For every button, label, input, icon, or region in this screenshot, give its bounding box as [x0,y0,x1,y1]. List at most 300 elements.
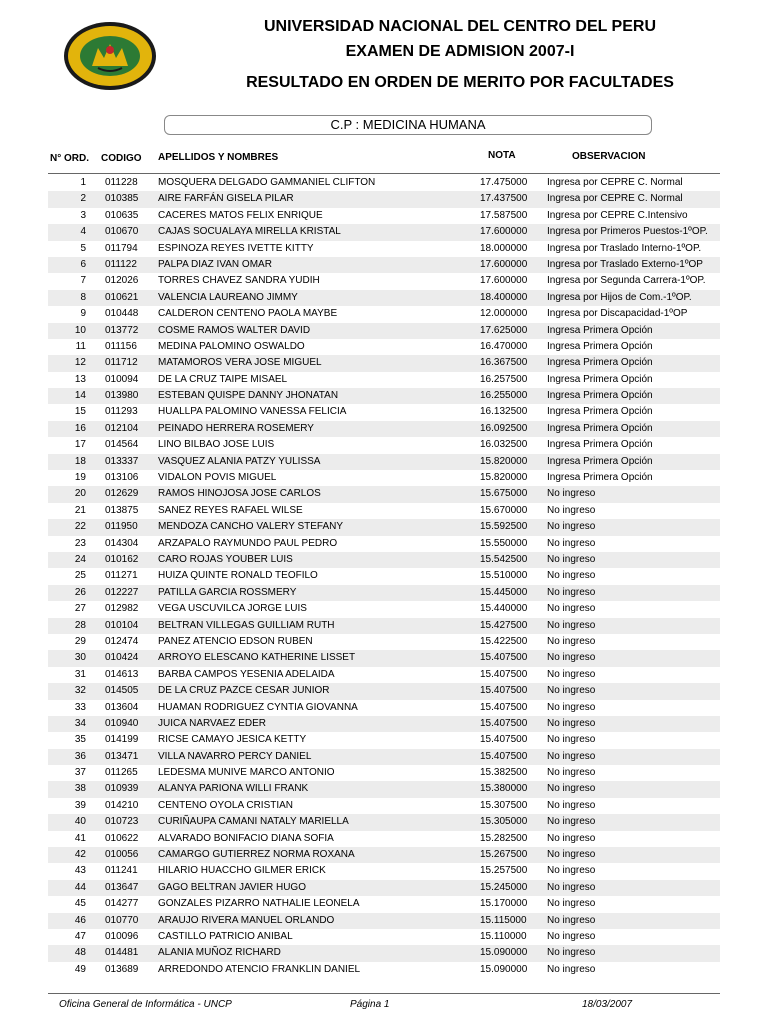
row-nombre: CASTILLO PATRICIO ANIBAL [158,930,293,942]
row-codigo: 010056 [105,849,139,861]
table-row [48,847,720,863]
row-nota: 17.600000 [480,275,528,287]
row-nombre: CALDERON CENTENO PAOLA MAYBE [158,308,338,320]
row-observacion: No ingreso [547,832,596,844]
table-row [48,290,720,306]
row-nombre: HUAMAN RODRIGUEZ CYNTIA GIOVANNA [158,701,358,713]
row-codigo: 014481 [105,947,139,959]
row-codigo: 010939 [105,783,139,795]
row-nota: 15.407500 [480,734,528,746]
row-ord: 11 [75,340,86,352]
row-ord: 44 [74,881,86,893]
row-observacion: No ingreso [547,734,596,746]
row-nombre: CENTENO OYOLA CRISTIAN [158,799,294,811]
row-observacion: No ingreso [547,652,596,664]
row-nota: 15.670000 [480,504,528,516]
table-row [48,454,720,470]
table-row [48,503,720,519]
row-observacion: Ingresa Primera Opción [547,439,653,451]
row-codigo: 012026 [105,275,139,287]
row-nota: 15.305000 [480,816,528,828]
row-nombre: MATAMOROS VERA JOSE MIGUEL [158,357,322,369]
row-ord: 8 [80,291,86,303]
row-observacion: No ingreso [547,717,596,729]
row-nota: 17.600000 [480,258,528,270]
row-observacion: No ingreso [547,881,596,893]
row-nombre: SANEZ REYES RAFAEL WILSE [158,504,303,516]
table-row [48,273,720,289]
row-nota: 15.440000 [480,603,528,615]
row-codigo: 010940 [105,717,139,729]
row-nota: 15.267500 [480,849,528,861]
row-nota: 15.282500 [480,832,528,844]
row-observacion: Ingresa Primera Opción [547,455,653,467]
table-row [48,552,720,568]
table-row [48,765,720,781]
row-codigo: 010670 [105,226,139,238]
program-label: C.P : MEDICINA HUMANA [164,115,652,135]
row-codigo: 010096 [105,930,139,942]
table-row [48,257,720,273]
row-nota: 15.675000 [480,488,528,500]
table-row [48,470,720,486]
row-ord: 13 [74,373,86,385]
row-codigo: 011228 [105,177,138,188]
row-nombre: PALPA DIAZ IVAN OMAR [158,258,272,270]
row-observacion: Ingresa por Discapacidad-1ºOP [547,308,688,320]
table-row [48,601,720,617]
row-nota: 16.255000 [480,390,528,402]
row-nota: 15.380000 [480,783,528,795]
row-ord: 7 [80,275,86,287]
table-row [48,863,720,879]
row-nombre: CACERES MATOS FELIX ENRIQUE [158,209,323,221]
row-nombre: JUICA NARVAEZ EDER [158,717,266,729]
row-observacion: Ingresa Primera Opción [547,390,653,402]
col-header-observacion: OBSERVACION [572,151,646,162]
row-nota: 15.542500 [480,553,528,565]
row-observacion: No ingreso [547,963,596,975]
row-ord: 1 [80,177,86,188]
row-ord: 18 [74,455,86,467]
row-codigo: 011712 [105,357,138,369]
row-nota: 12.000000 [480,308,528,320]
row-observacion: Ingresa Primera Opción [547,324,653,336]
row-nota: 15.257500 [480,865,528,877]
row-nombre: BELTRAN VILLEGAS GUILLIAM RUTH [158,619,335,631]
row-nombre: LINO BILBAO JOSE LUIS [158,439,275,451]
row-nota: 17.625000 [480,324,528,336]
row-codigo: 012104 [105,422,139,434]
row-ord: 29 [74,635,86,647]
row-nombre: COSME RAMOS WALTER DAVID [158,324,311,336]
row-observacion: No ingreso [547,521,596,533]
row-codigo: 012474 [105,635,139,647]
col-header-nota: NOTA [488,150,516,161]
table-row [48,667,720,683]
table-row [48,519,720,535]
row-codigo: 012982 [105,603,139,615]
row-ord: 45 [74,898,86,910]
row-nombre: VILLA NAVARRO PERCY DANIEL [158,750,312,762]
table-row [48,700,720,716]
table-row [48,814,720,830]
row-codigo: 011271 [105,570,138,582]
row-nota: 15.407500 [480,685,528,697]
row-ord: 37 [74,767,86,779]
row-observacion: Ingresa Primera Opción [547,357,653,369]
row-observacion: No ingreso [547,586,596,598]
row-codigo: 011265 [105,767,138,779]
row-observacion: No ingreso [547,799,596,811]
header-divider [48,173,720,174]
row-codigo: 013875 [105,504,139,516]
row-ord: 26 [74,586,86,598]
table-row [48,896,720,912]
row-codigo: 013106 [105,472,139,484]
table-row [48,585,720,601]
row-observacion: No ingreso [547,767,596,779]
footer-date: 18/03/2007 [582,999,633,1010]
col-header-codigo: CODIGO [101,153,142,164]
row-ord: 24 [74,553,86,565]
row-ord: 4 [80,226,86,238]
row-codigo: 010448 [105,308,139,320]
row-observacion: No ingreso [547,898,596,910]
row-ord: 21 [74,504,86,516]
row-codigo: 011293 [105,406,138,418]
row-nombre: RICSE CAMAYO JESICA KETTY [158,734,307,746]
row-ord: 16 [74,422,86,434]
table-row [48,224,720,240]
row-nota: 15.090000 [480,963,528,975]
row-nombre: VIDALON POVIS MIGUEL [158,472,277,484]
row-ord: 19 [74,472,86,484]
row-nota: 15.510000 [480,570,528,582]
row-nombre: MEDINA PALOMINO OSWALDO [158,340,305,352]
row-ord: 23 [74,537,86,549]
footer-divider [48,993,720,994]
row-ord: 17 [74,439,86,451]
table-row [48,175,720,191]
table-row [48,191,720,207]
table-row [48,208,720,224]
table-row [48,880,720,896]
row-ord: 48 [74,947,86,959]
table-row [48,536,720,552]
row-nombre: LEDESMA MUNIVE MARCO ANTONIO [158,767,335,779]
row-ord: 32 [74,685,86,697]
footer-office: Oficina General de Informática - UNCP [59,999,232,1010]
row-nombre: VALENCIA LAUREANO JIMMY [158,291,298,303]
row-codigo: 014564 [105,439,139,451]
row-codigo: 011241 [105,865,138,877]
row-ord: 31 [74,668,86,680]
row-observacion: No ingreso [547,914,596,926]
row-codigo: 010622 [105,832,139,844]
row-codigo: 014277 [105,898,139,910]
row-ord: 10 [74,324,86,336]
row-codigo: 013772 [105,324,139,336]
row-nombre: MENDOZA CANCHO VALERY STEFANY [158,521,344,533]
table-row [48,732,720,748]
row-nota: 16.470000 [480,340,528,352]
row-ord: 49 [74,963,86,975]
row-ord: 14 [74,390,86,402]
row-codigo: 010385 [105,193,139,205]
row-observacion: Ingresa Primera Opción [547,406,653,418]
row-nombre: VEGA USCUVILCA JORGE LUIS [158,603,307,615]
row-observacion: No ingreso [547,635,596,647]
row-ord: 6 [80,258,86,270]
row-nota: 15.592500 [480,521,528,533]
row-ord: 43 [74,865,86,877]
table-row [48,437,720,453]
table-row [48,568,720,584]
table-row [48,388,720,404]
row-nombre: MOSQUERA DELGADO GAMMANIEL CLIFTON [158,177,376,188]
row-nota: 15.407500 [480,750,528,762]
row-observacion: Ingresa Primera Opción [547,472,653,484]
row-codigo: 013980 [105,390,139,402]
row-nombre: ESPINOZA REYES IVETTE KITTY [158,242,314,254]
row-nombre: TORRES CHAVEZ SANDRA YUDIH [158,275,320,287]
university-title: UNIVERSIDAD NACIONAL DEL CENTRO DEL PERU [263,18,657,35]
row-nombre: ALVARADO BONIFACIO DIANA SOFIA [158,832,334,844]
row-nota: 17.600000 [480,226,528,238]
table-row [48,945,720,961]
row-observacion: No ingreso [547,816,596,828]
row-nombre: BARBA CAMPOS YESENIA ADELAIDA [158,668,335,680]
row-codigo: 010424 [105,652,139,664]
row-codigo: 011122 [105,258,137,270]
row-ord: 2 [80,193,86,205]
row-codigo: 014613 [105,668,139,680]
table-row [48,421,720,437]
table-row [48,798,720,814]
row-nombre: ALANYA PARIONA WILLI FRANK [158,783,309,795]
university-seal-logo [62,20,158,92]
row-nombre: CAMARGO GUTIERREZ NORMA ROXANA [158,849,355,861]
row-observacion: Ingresa por Traslado Externo-1ºOP [547,258,703,270]
row-codigo: 014505 [105,685,139,697]
row-nota: 15.422500 [480,635,528,647]
row-ord: 27 [74,603,86,615]
row-nombre: GONZALES PIZARRO NATHALIE LEONELA [158,898,360,910]
row-observacion: Ingresa por Segunda Carrera-1ºOP. [547,275,706,287]
col-header-nombres: APELLIDOS Y NOMBRES [158,152,279,163]
table-row [48,241,720,257]
row-nota: 15.820000 [480,455,528,467]
table-row [48,650,720,666]
row-ord: 33 [74,701,86,713]
row-ord: 30 [74,652,86,664]
row-ord: 34 [74,717,86,729]
row-nota: 15.115000 [480,914,527,926]
row-nombre: ARZAPALO RAYMUNDO PAUL PEDRO [158,537,338,549]
row-codigo: 014304 [105,537,139,549]
row-codigo: 011794 [105,242,138,254]
row-codigo: 013604 [105,701,139,713]
row-nombre: PANEZ ATENCIO EDSON RUBEN [158,635,313,647]
row-nombre: CURIÑAUPA CAMANI NATALY MARIELLA [158,816,349,828]
row-observacion: Ingresa por Traslado Interno-1ºOP. [547,242,702,254]
table-row [48,716,720,732]
row-nota: 15.820000 [480,472,528,484]
table-row [48,372,720,388]
result-title: RESULTADO EN ORDEN DE MERITO POR FACULTADES [246,74,674,91]
row-ord: 12 [74,357,86,369]
row-nota: 16.032500 [480,439,528,451]
row-codigo: 010094 [105,373,139,385]
row-nota: 15.090000 [480,947,528,959]
table-row [48,683,720,699]
row-observacion: Ingresa Primera Opción [547,373,653,385]
row-ord: 40 [74,816,86,828]
row-nota: 17.475000 [480,177,528,188]
row-observacion: No ingreso [547,750,596,762]
row-nombre: PEINADO HERRERA ROSEMERY [158,422,314,434]
row-nota: 15.550000 [480,537,528,549]
row-codigo: 011156 [105,340,137,352]
row-observacion: Ingresa por CEPRE C. Normal [547,177,683,188]
table-row [48,634,720,650]
row-codigo: 010104 [105,619,139,631]
row-codigo: 013647 [105,881,139,893]
row-ord: 9 [80,308,86,320]
table-row [48,749,720,765]
row-codigo: 013337 [105,455,139,467]
row-nota: 15.407500 [480,668,528,680]
row-codigo: 010162 [105,553,139,565]
row-nota: 15.382500 [480,767,528,779]
row-codigo: 010621 [105,291,139,303]
row-nombre: CAJAS SOCUALAYA MIRELLA KRISTAL [158,226,341,238]
row-ord: 22 [74,521,86,533]
exam-title: EXAMEN DE ADMISION 2007-I [345,43,575,60]
row-observacion: No ingreso [547,619,596,631]
table-row [48,306,720,322]
row-ord: 35 [74,734,86,746]
row-nota: 16.257500 [480,373,528,385]
row-nota: 15.427500 [480,619,528,631]
row-observacion: Ingresa por CEPRE C.Intensivo [547,209,688,221]
col-header-ord: N° ORD. [50,153,89,164]
row-nombre: VASQUEZ ALANIA PATZY YULISSA [158,455,321,467]
table-row [48,486,720,502]
row-ord: 20 [74,488,86,500]
row-nota: 15.407500 [480,717,528,729]
row-nota: 15.245000 [480,881,528,893]
row-observacion: No ingreso [547,570,596,582]
row-nombre: CARO ROJAS YOUBER LUIS [158,553,293,565]
row-observacion: No ingreso [547,865,596,877]
row-observacion: No ingreso [547,668,596,680]
row-observacion: No ingreso [547,537,596,549]
table-row [48,355,720,371]
row-ord: 3 [80,209,86,221]
row-nota: 18.400000 [480,291,528,303]
row-nombre: ARAUJO RIVERA MANUEL ORLANDO [158,914,335,926]
row-ord: 38 [74,783,86,795]
row-nombre: DE LA CRUZ TAIPE MISAEL [158,373,288,385]
table-row [48,913,720,929]
row-ord: 28 [74,619,86,631]
row-nombre: DE LA CRUZ PAZCE CESAR JUNIOR [158,685,330,697]
row-codigo: 014210 [105,799,139,811]
row-observacion: No ingreso [547,783,596,795]
row-observacion: Ingresa por CEPRE C. Normal [547,193,683,205]
row-nombre: ARREDONDO ATENCIO FRANKLIN DANIEL [158,963,361,975]
row-nota: 17.587500 [480,209,528,221]
table-row [48,781,720,797]
row-codigo: 014199 [105,734,139,746]
row-nota: 16.092500 [480,422,528,434]
row-nombre: ESTEBAN QUISPE DANNY JHONATAN [158,390,339,402]
row-codigo: 010770 [105,914,139,926]
row-nombre: AIRE FARFÁN GISELA PILAR [158,193,294,205]
row-ord: 36 [74,750,86,762]
row-codigo: 010723 [105,816,139,828]
row-nombre: PATILLA GARCIA ROSSMERY [158,586,297,598]
row-codigo: 012227 [105,586,139,598]
row-ord: 46 [74,914,86,926]
row-nota: 15.307500 [480,799,528,811]
row-codigo: 012629 [105,488,139,500]
row-observacion: No ingreso [547,504,596,516]
row-nota: 18.000000 [480,242,528,254]
row-nota: 15.445000 [480,586,528,598]
row-nombre: RAMOS HINOJOSA JOSE CARLOS [158,488,321,500]
row-nota: 15.407500 [480,652,528,664]
row-codigo: 013689 [105,963,139,975]
row-nombre: ARROYO ELESCANO KATHERINE LISSET [158,652,356,664]
row-nombre: GAGO BELTRAN JAVIER HUGO [158,881,306,893]
row-nota: 15.170000 [480,898,528,910]
row-observacion: Ingresa por Primeros Puestos-1ºOP. [547,226,708,238]
table-row [48,618,720,634]
row-observacion: No ingreso [547,685,596,697]
table-row [48,323,720,339]
row-nombre: HUIZA QUINTE RONALD TEOFILO [158,570,318,582]
row-observacion: No ingreso [547,701,596,713]
row-observacion: No ingreso [547,930,596,942]
table-row [48,404,720,420]
row-nota: 17.437500 [480,193,528,205]
row-observacion: No ingreso [547,849,596,861]
row-ord: 41 [74,832,86,844]
row-nombre: HILARIO HUACCHO GILMER ERICK [158,865,326,877]
results-table [48,175,720,978]
row-codigo: 011950 [105,521,138,533]
row-observacion: No ingreso [547,553,596,565]
row-observacion: No ingreso [547,603,596,615]
row-observacion: Ingresa por Hijos de Com.-1ºOP. [547,291,692,303]
footer-page: Página 1 [350,999,390,1010]
table-row [48,831,720,847]
row-observacion: Ingresa Primera Opción [547,422,653,434]
row-ord: 15 [74,406,86,418]
row-nota: 16.367500 [480,357,528,369]
row-nombre: HUALLPA PALOMINO VANESSA FELICIA [158,406,347,418]
row-ord: 39 [74,799,86,811]
row-ord: 42 [74,849,86,861]
row-codigo: 010635 [105,209,139,221]
row-nota: 16.132500 [480,406,528,418]
row-observacion: No ingreso [547,488,596,500]
row-observacion: Ingresa Primera Opción [547,340,653,352]
table-row [48,929,720,945]
